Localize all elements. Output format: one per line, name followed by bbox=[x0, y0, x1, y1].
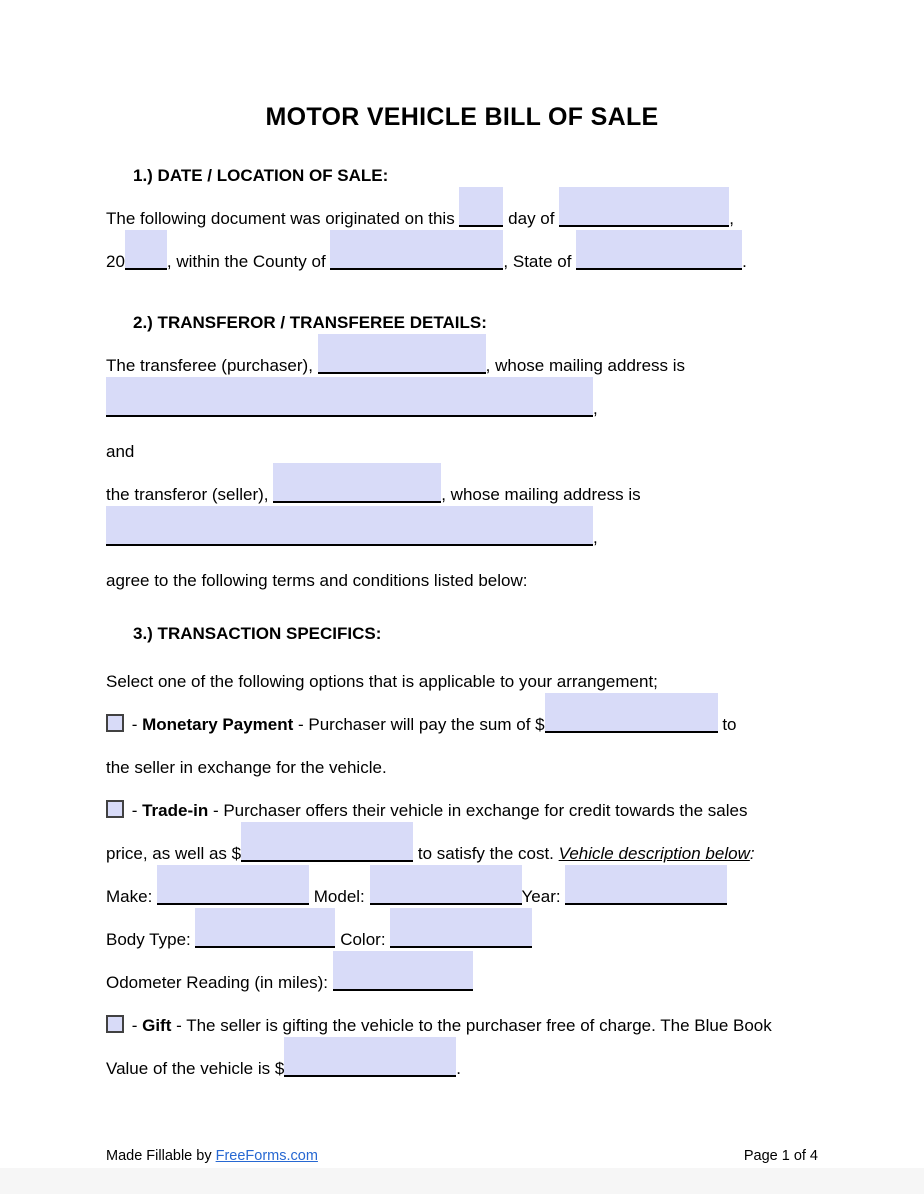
transferee-text-2: , whose mailing address is bbox=[485, 356, 686, 375]
date-line-1 bbox=[106, 197, 818, 240]
page-indicator: Page 1 of 4 bbox=[743, 1148, 818, 1164]
payment-sum-field[interactable] bbox=[545, 730, 718, 733]
date-line-2-text-2: , within the County of bbox=[166, 252, 331, 271]
year-label: Year: bbox=[521, 887, 566, 906]
seller-address-line bbox=[106, 516, 818, 559]
document-content bbox=[0, 96, 924, 1090]
make-label: Make: bbox=[106, 887, 158, 906]
gift-text-1: - The seller is gifting the vehicle to the purchaser free of charge. The Blue Book bbox=[171, 1016, 772, 1035]
section1-heading: 1.) DATE / LOCATION OF SALE: bbox=[133, 166, 389, 185]
monetary-text-3: the seller in exchange for the vehicle. bbox=[106, 758, 387, 777]
sale-month-field[interactable] bbox=[559, 224, 729, 227]
section3-heading: 3.) TRANSACTION SPECIFICS: bbox=[133, 624, 382, 643]
trade-in-line-2 bbox=[106, 832, 818, 875]
select-option-text: Select one of the following options that is applicable to your arrangement; bbox=[106, 672, 658, 691]
purchaser-name-field[interactable] bbox=[318, 371, 486, 374]
seller-address-comma: , bbox=[593, 528, 598, 547]
monetary-text-1: - Purchaser will pay the sum of $ bbox=[293, 715, 545, 734]
gift-line bbox=[106, 1004, 818, 1047]
freeforms-link[interactable]: FreeForms.com bbox=[215, 1148, 318, 1164]
trade-in-label: Trade-in bbox=[142, 801, 209, 820]
tradein-text-1: - Purchaser offers their vehicle in exchange for credit towards the sales bbox=[208, 801, 748, 820]
body-type-field[interactable] bbox=[195, 945, 335, 948]
footer-left bbox=[106, 1144, 318, 1168]
date-line-1-text-1: The following document was originated on this bbox=[106, 209, 460, 228]
monetary-payment-label: Monetary Payment bbox=[142, 715, 294, 734]
monetary-text-2: to bbox=[717, 715, 737, 734]
date-line-1-text-3: , bbox=[729, 209, 734, 228]
tradein-amount-field[interactable] bbox=[241, 859, 413, 862]
agree-line bbox=[106, 559, 818, 602]
blue-book-value-field[interactable] bbox=[284, 1074, 456, 1077]
sale-year-field[interactable] bbox=[125, 267, 167, 270]
date-line-2 bbox=[106, 240, 818, 283]
page-bottom-edge bbox=[0, 1168, 924, 1194]
tradein-text-2: price, as well as $ bbox=[106, 844, 242, 863]
date-line-1-text-2: day of bbox=[503, 209, 560, 228]
year-field[interactable] bbox=[565, 902, 727, 905]
monetary-payment-checkbox[interactable] bbox=[106, 714, 124, 732]
section2-heading: 2.) TRANSFEROR / TRANSFEREE DETAILS: bbox=[133, 313, 487, 332]
made-fillable-text: Made Fillable by bbox=[106, 1148, 216, 1164]
page-footer bbox=[106, 1144, 818, 1168]
gift-line-2 bbox=[106, 1047, 818, 1090]
purchaser-address-line bbox=[106, 387, 818, 430]
tradein-text-3: to satisfy the cost. bbox=[413, 844, 559, 863]
purchaser-address-field[interactable] bbox=[106, 414, 593, 417]
date-line-2-text-4: . bbox=[742, 252, 747, 271]
make-field[interactable] bbox=[157, 902, 309, 905]
gift-sep: - bbox=[127, 1016, 143, 1035]
purchaser-address-comma: , bbox=[593, 399, 598, 418]
gift-label: Gift bbox=[142, 1016, 172, 1035]
state-field[interactable] bbox=[576, 267, 742, 270]
date-line-2-text-3: , State of bbox=[503, 252, 577, 271]
seller-address-field[interactable] bbox=[106, 543, 593, 546]
monetary-payment-line-2 bbox=[106, 746, 818, 789]
trade-in-line bbox=[106, 789, 818, 832]
transferor-text-2: , whose mailing address is bbox=[441, 485, 641, 504]
monetary-sep: - bbox=[127, 715, 143, 734]
color-field[interactable] bbox=[390, 945, 532, 948]
body-color-line bbox=[106, 918, 818, 961]
vehicle-description-colon: : bbox=[749, 844, 755, 863]
transferee-line bbox=[106, 344, 818, 387]
county-field[interactable] bbox=[330, 267, 503, 270]
and-line bbox=[106, 430, 818, 473]
gift-text-3: . bbox=[456, 1059, 462, 1078]
document-title: MOTOR VEHICLE BILL OF SALE bbox=[265, 103, 659, 131]
odometer-label: Odometer Reading (in miles): bbox=[106, 973, 333, 992]
date-line-2-text-1: 20 bbox=[106, 252, 125, 271]
agree-text: agree to the following terms and conditions listed below: bbox=[106, 571, 528, 590]
transferee-text-1: The transferee (purchaser), bbox=[106, 356, 318, 375]
gift-checkbox[interactable] bbox=[106, 1015, 124, 1033]
body-type-label: Body Type: bbox=[106, 930, 196, 949]
monetary-payment-line bbox=[106, 703, 818, 746]
color-label: Color: bbox=[335, 930, 391, 949]
odometer-line bbox=[106, 961, 818, 1004]
odometer-field[interactable] bbox=[333, 988, 473, 991]
tradein-sep: - bbox=[127, 801, 143, 820]
trade-in-checkbox[interactable] bbox=[106, 800, 124, 818]
make-model-year-line bbox=[106, 875, 818, 918]
gift-text-2: Value of the vehicle is $ bbox=[106, 1059, 285, 1078]
seller-name-field[interactable] bbox=[273, 500, 441, 503]
model-field[interactable] bbox=[370, 902, 522, 905]
transferor-text-1: the transferor (seller), bbox=[106, 485, 274, 504]
and-text: and bbox=[106, 442, 135, 461]
select-option-line bbox=[106, 660, 818, 703]
transferor-line bbox=[106, 473, 818, 516]
vehicle-description-emphasis: Vehicle description below bbox=[558, 844, 750, 863]
sale-day-field[interactable] bbox=[459, 224, 503, 227]
model-label: Model: bbox=[309, 887, 370, 906]
